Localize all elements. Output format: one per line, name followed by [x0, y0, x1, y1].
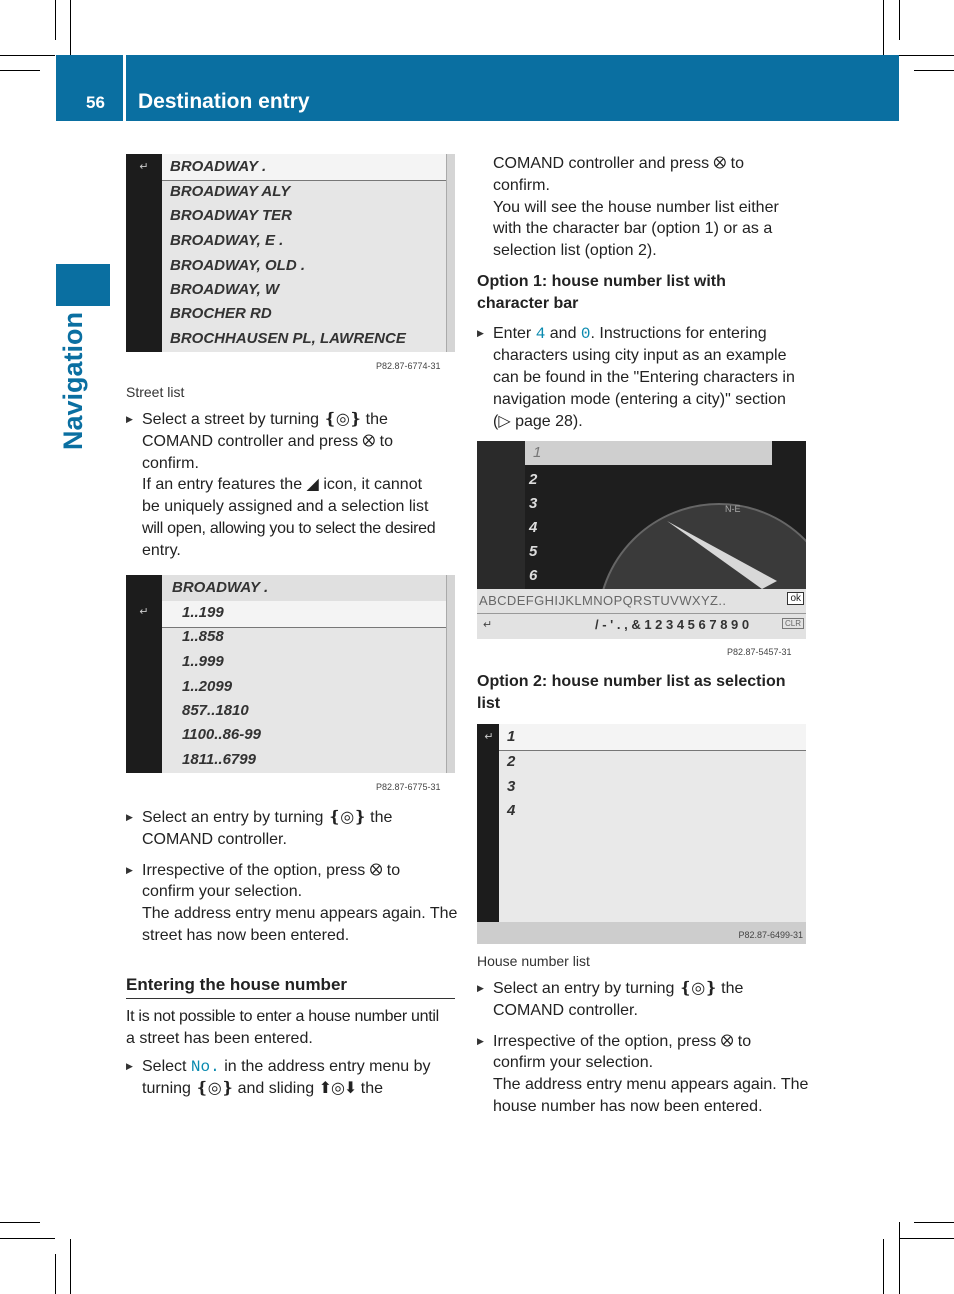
screen-left-bar	[477, 724, 499, 944]
street-item: BROCHHAUSEN PL, LAWRENCE	[170, 330, 406, 347]
crop-mark	[0, 1222, 40, 1223]
instruction-step: ▶ Select No. in the address entry menu by	[126, 1056, 458, 1079]
house-number-list-screenshot	[477, 724, 806, 944]
house-number-item: 2	[529, 471, 538, 488]
clr-key: CLR	[782, 618, 804, 629]
crop-mark	[914, 1222, 954, 1223]
figure-caption: House number list	[477, 953, 590, 969]
bar-divider	[477, 613, 806, 614]
crop-mark	[899, 1238, 954, 1239]
house-number-item: 4	[507, 802, 516, 819]
instruction-step: ▶ Irrespective of the option, press ⭙ to	[126, 860, 458, 882]
right-column-block: COMAND controller and press ⭙ to confirm. You will see the house number list either with the character bar (option 1) or as a selection list (option 2). Option 1: house number list with character bar ▶ Enter 4 and 0. Instructions for entering characters using city input as an example can be found in the "Entering characters in navigation mode (entering a city)" section (▷ page 28).	[477, 153, 812, 433]
instruction-step: ▶ Select a street by turning ❴◎❵ the	[126, 409, 458, 431]
figure-ref: P82.87-5457-31	[727, 647, 792, 657]
option-heading: Option 1: house number list with	[477, 272, 726, 290]
figure-ref: P82.87-6499-31	[738, 930, 803, 940]
crop-mark	[55, 1254, 56, 1294]
range-item: 1..199	[182, 604, 224, 621]
crop-mark	[0, 1238, 55, 1239]
page-number: 56	[86, 93, 105, 112]
house-number-item: 1	[507, 728, 516, 745]
street-item: BROADWAY, W	[170, 281, 280, 298]
street-item: BROADWAY .	[170, 158, 267, 175]
street-item: BROADWAY, OLD .	[170, 257, 306, 274]
crop-mark	[899, 55, 954, 56]
instruction-step: ▶ Enter 4 and 0. Instructions for entering	[477, 323, 812, 346]
crop-mark	[55, 0, 56, 40]
crop-mark	[899, 1222, 900, 1294]
left-column-block: ▶ Select a street by turning ❴◎❵ the COMAND controller and press ⭙ to confirm. If an entry features the ◢ icon, it cannot be uniquely assigned and a selection list will open, allowing you to select the desired entry.	[126, 409, 458, 562]
house-number-item: 2	[507, 753, 516, 770]
figure-caption: Street list	[126, 384, 185, 400]
back-icon: ↵	[139, 161, 149, 173]
house-number-item: 4	[529, 519, 538, 536]
scrollbar	[446, 154, 455, 352]
back-icon: ↵	[483, 619, 493, 631]
range-item: 1..999	[182, 653, 224, 670]
screen-left-bar	[477, 441, 525, 591]
house-number-item: 3	[529, 495, 538, 512]
section-heading: Entering the house number	[126, 974, 455, 999]
input-field	[525, 441, 772, 465]
street-item: BROADWAY TER	[170, 207, 292, 224]
selection-title: BROADWAY .	[172, 579, 269, 596]
diagonal-icon: ◢	[306, 476, 319, 494]
left-column-block: It is not possible to enter a house number until a street has been entered. ▶ Select No. in the address entry menu by turning ❴◎❵ and sliding ⬆◎⬇ the	[126, 1006, 458, 1100]
crop-mark	[883, 1239, 884, 1294]
house-number-item: 5	[529, 543, 538, 560]
scrollbar	[446, 575, 455, 773]
left-column-block: ▶ Select an entry by turning ❴◎❵ the COMAND controller. ▶ Irrespective of the option, press ⭙ to confirm your selection. The address entry menu appears again. The street has now been entered.	[126, 807, 458, 947]
crop-mark	[0, 70, 40, 71]
back-icon: ↵	[139, 606, 149, 618]
compass-label: N-E	[725, 504, 741, 514]
back-icon: ↵	[484, 731, 494, 743]
symbol-row: / - ' . , & 1 2 3 4 5 6 7 8 9 0	[595, 617, 750, 632]
street-item: BROCHER RD	[170, 305, 272, 322]
compass-needle-icon	[667, 521, 777, 591]
range-item: 857..1810	[182, 702, 249, 719]
ok-key: ok	[787, 592, 804, 605]
range-item: 1811..6799	[182, 751, 256, 768]
header-divider	[123, 55, 126, 121]
instruction-step: ▶ Irrespective of the option, press ⭙ to	[477, 1031, 812, 1053]
side-tab-marker	[56, 264, 110, 306]
range-item: 1..2099	[182, 678, 233, 695]
street-list-screenshot	[126, 154, 455, 352]
selection-list-screenshot	[126, 575, 455, 773]
instruction-step: ▶ Select an entry by turning ❴◎❵ the	[126, 807, 458, 829]
character-bar-screenshot	[477, 441, 806, 639]
crop-mark	[0, 55, 55, 56]
screen-left-bar	[126, 154, 162, 352]
letter-row: ABCDEFGHIJKLMNOPQRSTUVWXYZ..	[479, 593, 727, 608]
highlight-row	[499, 724, 806, 751]
house-number-item: 3	[507, 778, 516, 795]
crop-mark	[883, 0, 884, 55]
input-value: 1	[533, 444, 542, 461]
street-item: BROADWAY ALY	[170, 183, 291, 200]
street-item: BROADWAY, E .	[170, 232, 284, 249]
figure-ref: P82.87-6775-31	[376, 782, 441, 792]
range-item: 1100..86-99	[182, 726, 261, 743]
instruction-step: ▶ Select an entry by turning ❴◎❵ the	[477, 978, 812, 1000]
figure-ref: P82.87-6774-31	[376, 361, 441, 371]
right-column-block: ▶ Select an entry by turning ❴◎❵ the COMAND controller. ▶ Irrespective of the option, press ⭙ to confirm your selection. The address entry menu appears again. The house number has now been entered.	[477, 978, 812, 1118]
option-heading: Option 2: house number list as selection	[477, 673, 786, 690]
side-tab-label: Navigation	[58, 311, 88, 450]
crop-mark	[899, 0, 900, 40]
right-column-block: Option 2: house number list as selection list	[477, 671, 812, 715]
page-title: Destination entry	[138, 90, 310, 113]
crop-mark	[70, 1239, 71, 1294]
crop-mark	[914, 70, 954, 71]
range-item: 1..858	[182, 628, 224, 645]
house-number-item: 6	[529, 567, 538, 584]
crop-mark	[70, 0, 71, 55]
